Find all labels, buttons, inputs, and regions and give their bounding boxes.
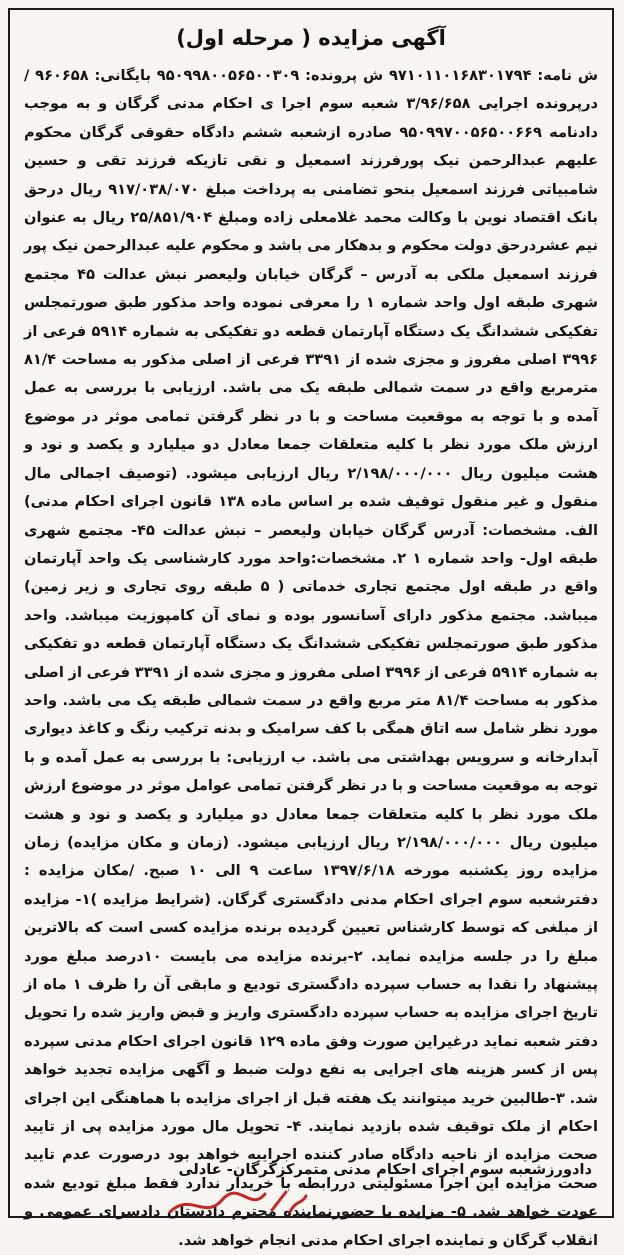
notice-body: ش نامه: ۹۷۱۰۱۱۰۱۶۸۳۰۱۷۹۴ ش پرونده: ۹۵۰۹۹۸۰۰۵۶۵۰۰۳۰۹ بایگانی: ۹۶۰۶۵۸ / درپرونده اجرایی ۳/۹۶/۶۵۸ شعبه سوم اجرا ی احکام مدنی گرگان و به موجب دادنامه ۹۵۰۹۹۷۰۰۵۶۵۰۰۶۶۹ صادره ازشعبه ششم دادگاه حقوقی گرگان محکوم علیهم عبدالرحمن نیک پورفرزند اسمعیل و نقی تازیکه فرزند تقی و حسین شامبیاتی فرزند اسمعیل بنحو تضامنی به پرداخت مبلغ ۹۱۷/۰۳۸/۰۷۰ ریال درحق بانک اقتصاد نوین با وکالت محمد غلامعلی زاده ومبلغ ۲۵/۸۵۱/۹۰۴ ریال به عنوان نیم عشردرحق دولت محکوم و بدهکار می باشد و محکوم علیه عبدالرحمن نیک پور فرزند اسمعیل ملکی به آدرس – گرگان خیابان ولیعصر نبش عدالت ۴۵ مجتمع شهری طبقه اول واحد شماره ۱ را معرفی نموده واحد مذکور طبق صورتمجلس تفکیکی ششدانگ یک دستگاه آپارتمان قطعه دو تفکیکی به شماره ۵۹۱۴ فرعی از ۳۹۹۶ اصلی مفروز و مجزی شده از ۳۳۹۱ فرعی از اصلی مذکور به مساحت ۸۱/۴ مترمربع واقع در سمت شمالی طبقه یک می باشد. ارزیابی با بررسی به عمل آمده و با توجه به موقعیت مساحت و با در نظر گرفتن تمامی موثر در موضوع ارزش ملک مورد نظر با کلیه متعلقات جمعا معادل دو میلیارد و یکصد و نود و هشت میلیون ریال ۲/۱۹۸/۰۰۰/۰۰۰ ریال ارزیابی میشود. (توصیف اجمالی مال منقول و غیر منقول توقیف شده بر اساس ماده ۱۳۸ قانون اجرای احکام مدنی) الف. مشخصات: آدرس گرگان خیابان ولیعصر – نبش عدالت ۴۵- مجتمع شهری طبقه اول- واحد شماره ۱ ۲. مشخصات:واحد مورد کارشناسی یک واحد آپارتمان واقع در طبقه اول مجتمع تجاری خدماتی ( ۵ طبقه روی تجاری و زیر زمین) میباشد. مجتمع مذکور دارای آسانسور بوده و نمای آن کامپوزیت میباشد. واحد مذکور طبق صورتمجلس تفکیکی ششدانگ یک دستگاه آپارتمان قطعه دو تفکیکی به شماره ۵۹۱۴ فرعی از ۳۹۹۶ اصلی مفروز و مجزی شده از ۳۳۹۱ فرعی از اصلی مذکور به مساحت ۸۱/۴ متر مربع واقع در سمت شمالی طبقه یک می باشد. واحد مورد نظر شامل سه اتاق همگی با کف سرامیک و بدنه ترکیب رنگ و کاغذ دیواری آبدارخانه و سرویس بهداشتی می باشد. ب ارزیابی: با بررسی به عمل آمده و با توجه به موقعیت مساحت و با در نظر گرفتن تمامی عوامل موثر در موضوع ارزش ملک مورد نظر با کلیه متعلقات جمعا معادل دو میلیارد و یکصد و نود و هشت میلیون ریال ۲/۱۹۸/۰۰۰/۰۰۰ ریال ارزیابی میشود. (زمان و مکان مزایده) زمان مزایده روز یکشنبه مورخه ۱۳۹۷/۶/۱۸ ساعت ۹ الی ۱۰ صبح. /مکان مزایده : دفترشعبه سوم اجرای احکام مدنی دادگستری گرگان. (شرایط مزایده )۱- مزایده از مبلغی که توسط کارشناس تعیین گردیده برنده مزایده کسی است که بالاترین مبلغ را در جلسه مزایده نماید. ۲-برنده مزایده می بایست ۱۰درصد مبلغ مورد پیشنهاد را نقدا به حساب سپرده دادگستری تودیع و مابقی آن را ظرف ۱ ماه از تاریخ اجرای مزایده به حساب سپرده دادگستری واریز و قبض واریز شده را تحویل دفتر شعبه نماید درغیراین صورت وفق ماده ۱۲۹ قانون اجرای احکام مدنی سپرده پس از کسر هزینه های اجرایی به نفع دولت ضبط و آگهی مزایده تجدید خواهد شد. ۳-طالبین خرید میتوانند یک هفته قبل از اجرای مزایده با هماهنگی این اجرای احکام از ملک توقیف شده بازدید نمایند. ۴- تحویل مال مورد مزایده پی از تایید صحت مزایده از ناحیه دادگاه صادر کننده اجراییه خواهد بود درصورت عدم تایید صحت مزایده این اجرا مسئولیتی دررابطه با خریدار ندارد فقط مبلغ تودیع شده عودت خواهد شد. ۵- مزایده با حضورنماینده محترم دادستان دادسرای عمومی و انقلاب گرگان و نماینده اجرای احکام مدنی انجام خواهد شد. [24,67,599,1249]
notice-signature: دادورزشعبه سوم اجرای احکام مدنی متمرکزگرگان- عادلی [178,1161,592,1178]
handwritten-signature-mark [160,1182,310,1222]
notice-frame [8,8,614,1249]
notice-title: آگهی مزایده ( مرحله اول) [176,26,446,50]
